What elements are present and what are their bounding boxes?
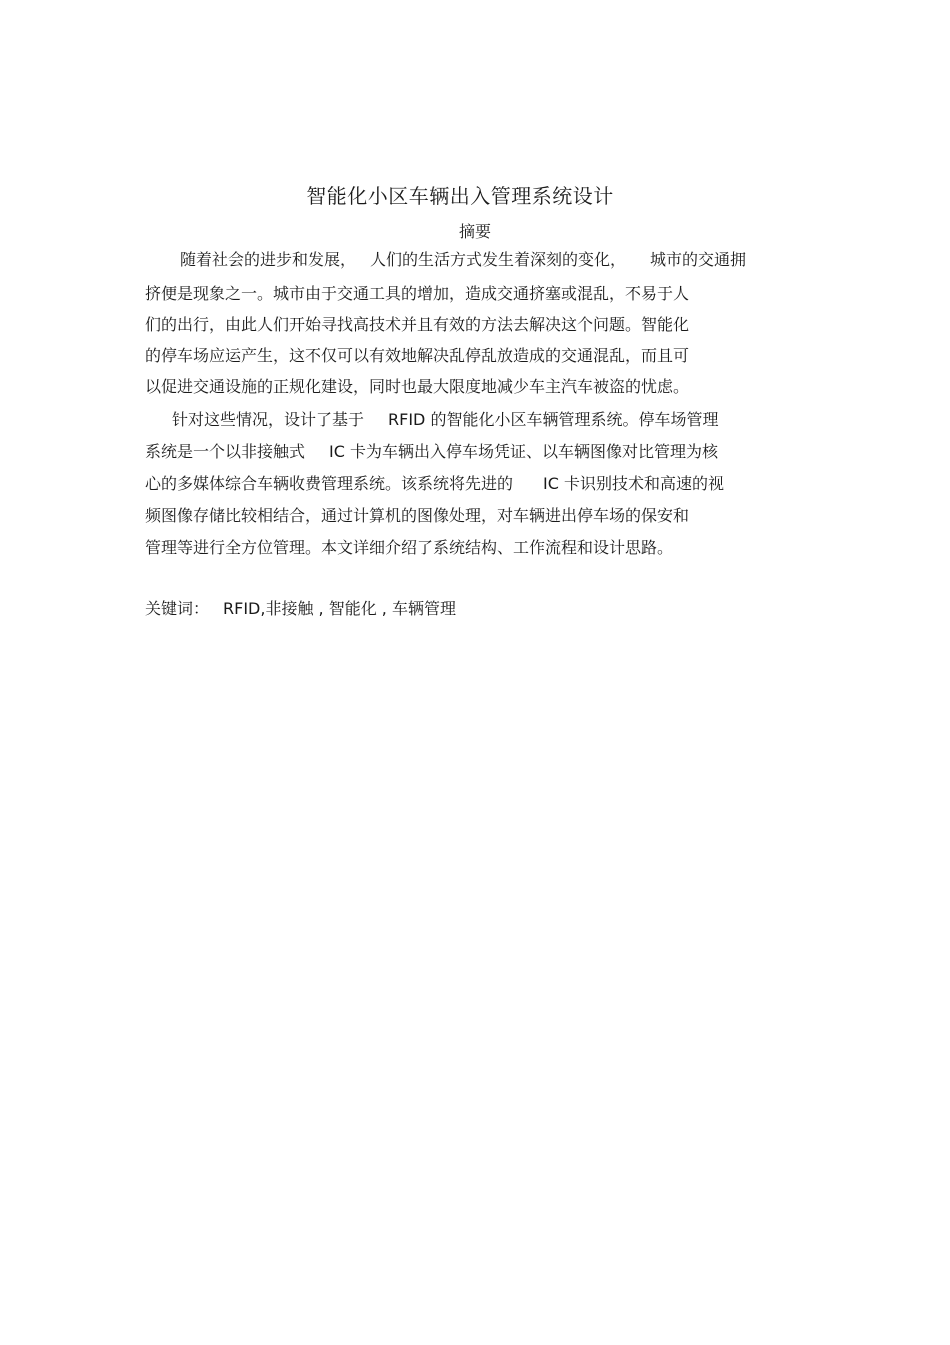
abstract-p2-line-2 (145, 442, 718, 462)
keywords-label: 关键词： (145, 599, 210, 618)
p2-line3-part-b: IC 卡识别技术和高速的视 (543, 474, 724, 493)
document-title: 智能化小区车辆出入管理系统设计 (306, 184, 614, 208)
abstract-p1-line-4: 的停车场应运产生，这不仅可以有效地解决乱停乱放造成的交通混乱，而且可 (145, 346, 690, 365)
p1-line1-part-a: 随着社会的进步和发展， (180, 250, 357, 269)
abstract-p1-line-2: 挤便是现象之一。城市由于交通工具的增加，造成交通挤塞或混乱，不易于人 (145, 284, 690, 303)
abstract-p2-line-5: 管理等进行全方位管理。本文详细介绍了系统结构、工作流程和设计思路。 (145, 538, 674, 557)
abstract-p1-line-3: 们的出行，由此人们开始寻找高技术并且有效的方法去解决这个问题。智能化 (145, 315, 690, 334)
abstract-p2-line-1 (172, 410, 718, 430)
p2-line3-part-a: 心的多媒体综合车辆收费管理系统。该系统将先进的 (145, 474, 514, 493)
p2-line1-part-b: RFID 的智能化小区车辆管理系统。停车场管理 (388, 410, 719, 429)
p2-line2-part-a: 系统是一个以非接触式 (145, 442, 306, 461)
abstract-heading: 摘要 (458, 222, 491, 241)
abstract-p1-line-1 (180, 250, 746, 270)
keywords-value: RFID,非接触 , 智能化 , 车辆管理 (223, 599, 456, 618)
keywords-line (145, 596, 456, 619)
p2-line1-part-a: 针对这些情况，设计了基于 (172, 410, 365, 429)
abstract-p1-line-5: 以促进交通设施的正规化建设，同时也最大限度地减少车主汽车被盗的忧虑。 (145, 377, 690, 396)
abstract-p2-line-3 (145, 474, 724, 494)
p1-line1-part-c: 城市的交通拥 (650, 250, 747, 269)
p2-line2-part-b: IC 卡为车辆出入停车场凭证、以车辆图像对比管理为核 (329, 442, 718, 461)
abstract-p2-line-4: 频图像存储比较相结合，通过计算机的图像处理，对车辆进出停车场的保安和 (145, 506, 690, 525)
p1-line1-part-b: 人们的生活方式发生着深刻的变化， (370, 250, 627, 269)
